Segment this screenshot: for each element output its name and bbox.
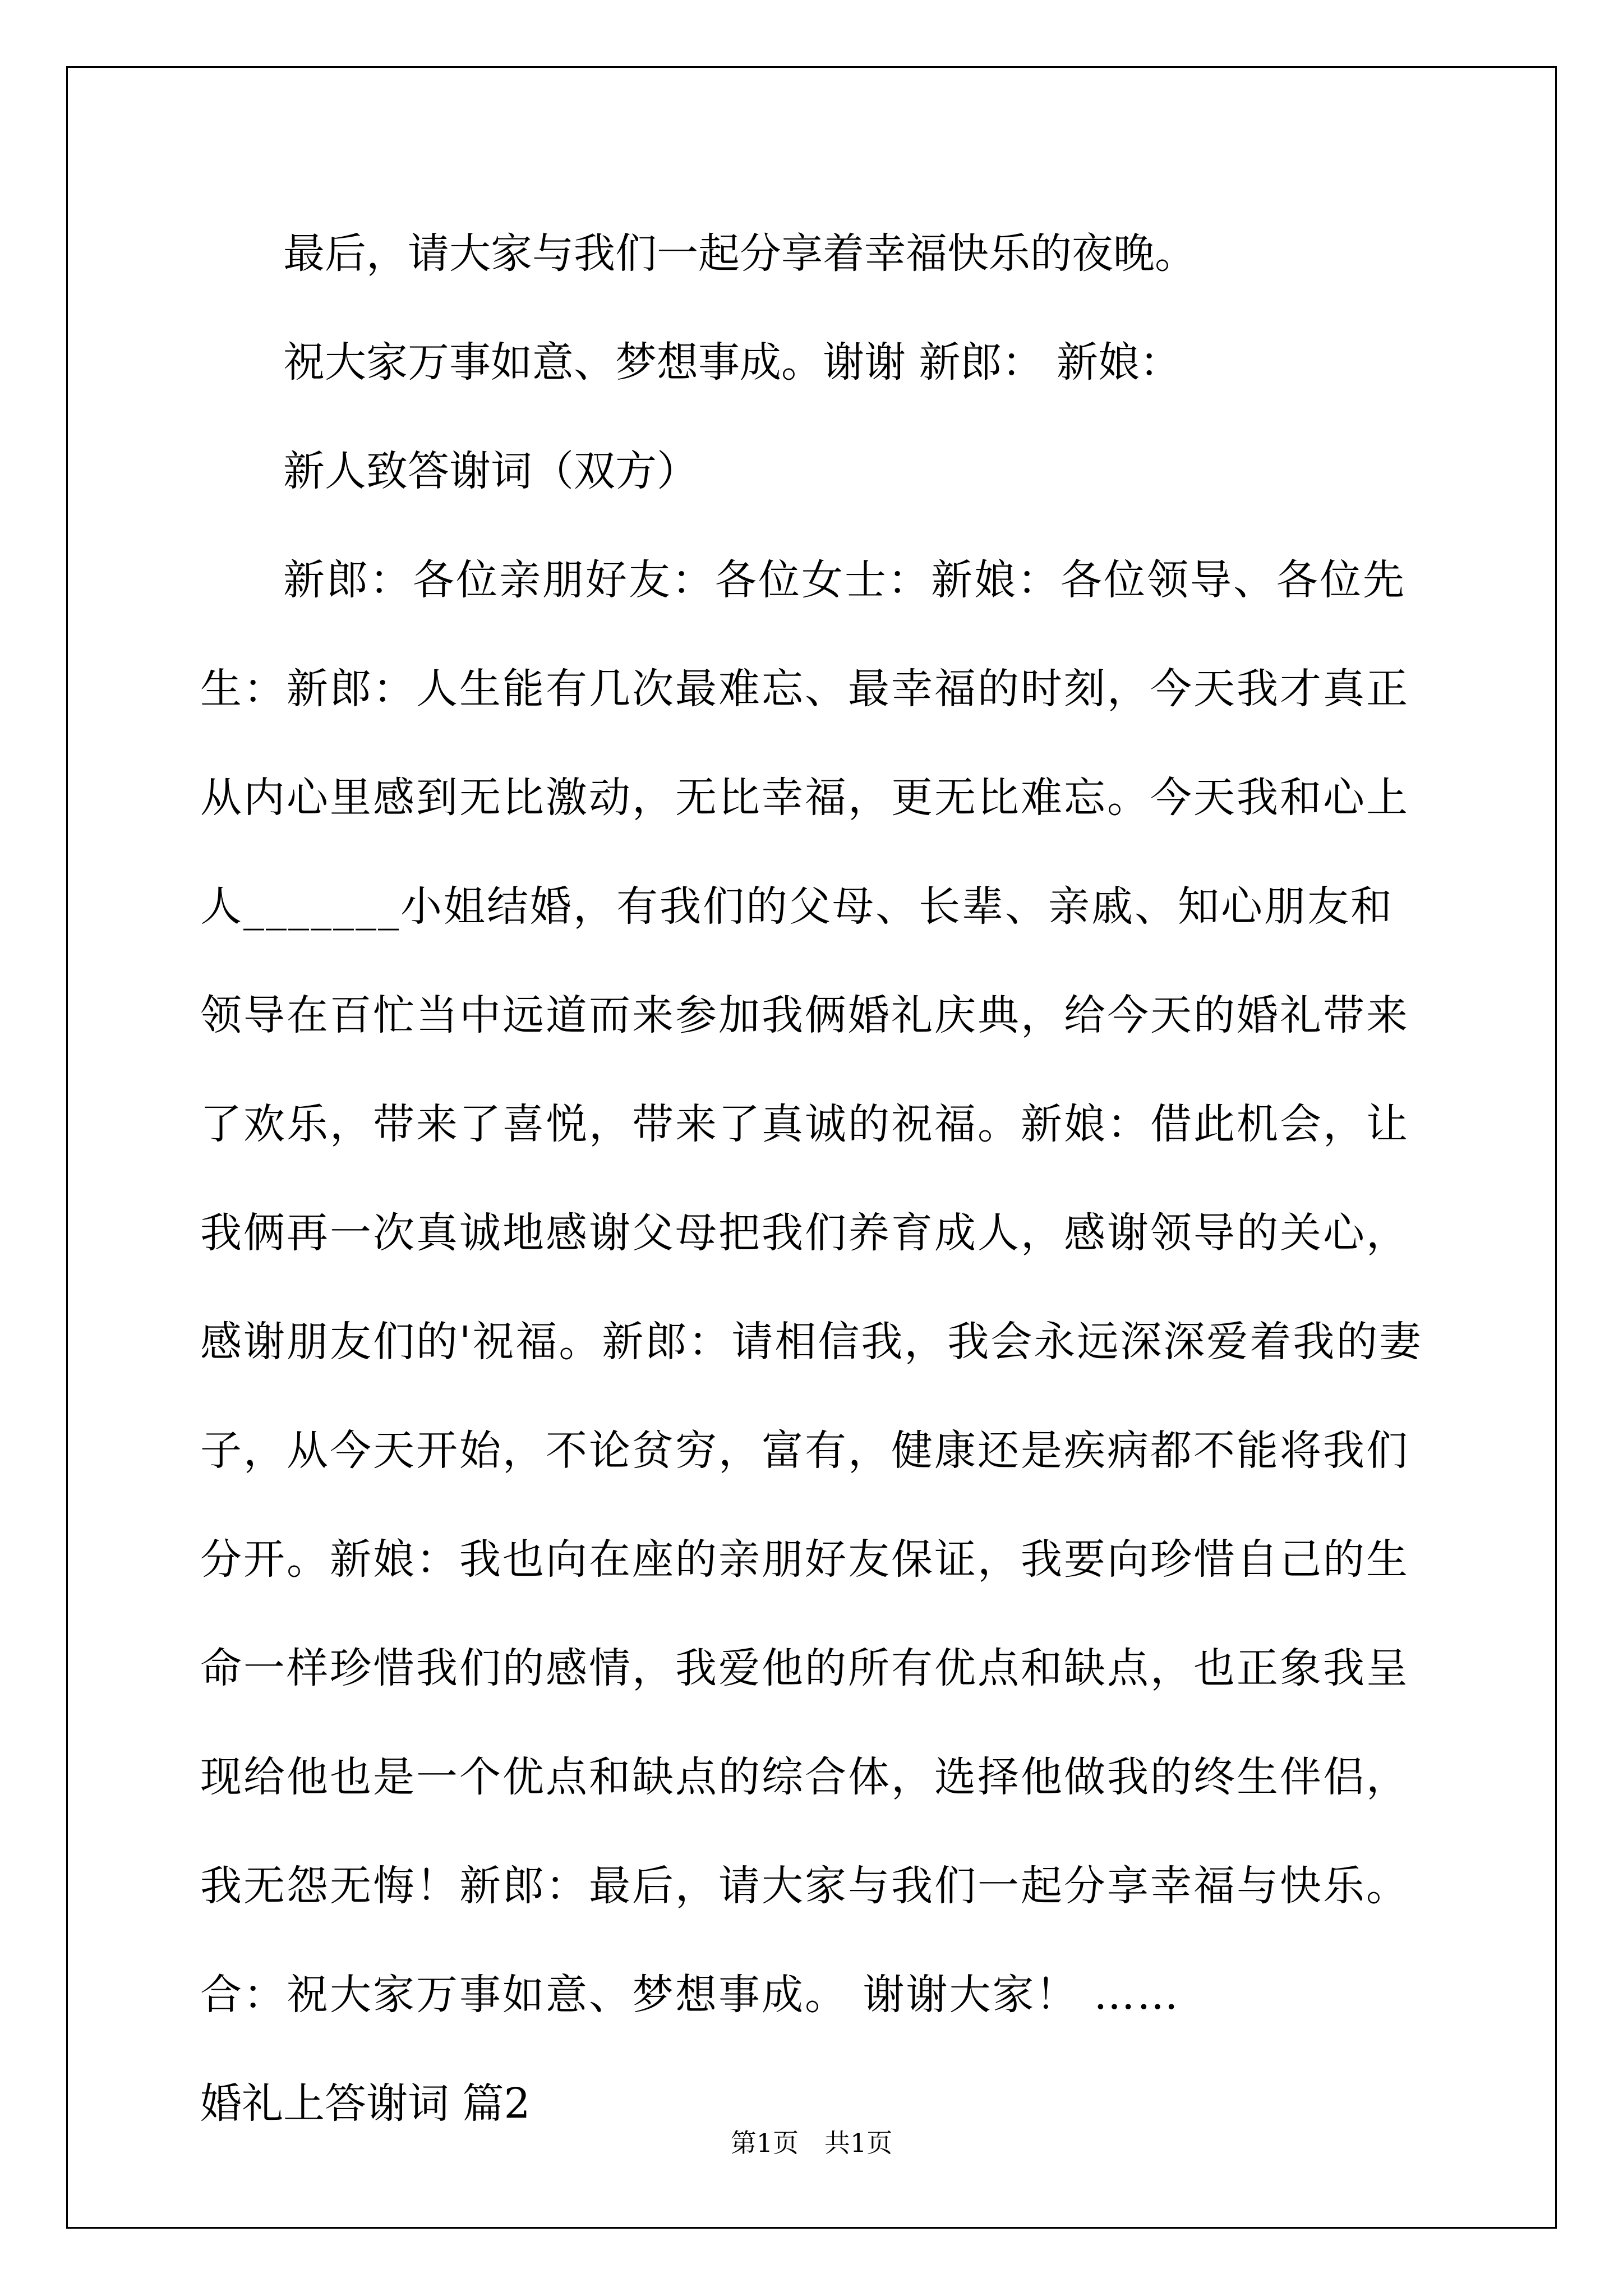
paragraph-speech: 新郎：各位亲朋好友：各位女士：新娘：各位领导、各位先生：新郎：人生能有几次最难忘、最幸福的时刻，今天我才真正从内心里感到无比激动，无比幸福，更无比难忘。今天我和心上人_______小姐结婚，有我们的父母、长辈、亲戚、知心朋友和领导在百忙当中远道而来参加我俩婚礼庆典，给今天的婚礼带来了欢乐，带来了喜悦，带来了真诚的祝福。新娘：借此机会，让我俩再一次真诚地感谢父母把我们养育成人，感谢领导的关心，感谢朋友们的'祝福。新郎：请相信我，我会永远深深爱着我的妻子，从今天开始，不论贫穷，富有，健康还是疾病都不能将我们分开。新娘：我也向在座的亲朋好友保证，我要向珍惜自己的生命一样珍惜我们的感情，我爱他的所有优点和缺点，也正象我呈现给他也是一个优点和缺点的综合体，选择他做我的终生伴侣，我无怨无悔！新郎：最后，请大家与我们一起分享幸福与快乐。合：祝大家万事如意、梦想事成。 谢谢大家！ …… xyxy=(200,556,1423,2019)
section-heading: 婚礼上答谢词 篇2 xyxy=(200,2079,531,2128)
document-body xyxy=(200,199,1428,2158)
paragraph-wishes: 祝大家万事如意、梦想事成。谢谢 新郎： 新娘： xyxy=(283,338,1182,386)
paragraph-closing: 最后，请大家与我们一起分享着幸福快乐的夜晚。 xyxy=(283,229,1196,278)
paragraph-subtitle: 新人致答谢词（双方） xyxy=(283,447,698,495)
page-footer: 第1页 共1页 xyxy=(730,2128,893,2158)
